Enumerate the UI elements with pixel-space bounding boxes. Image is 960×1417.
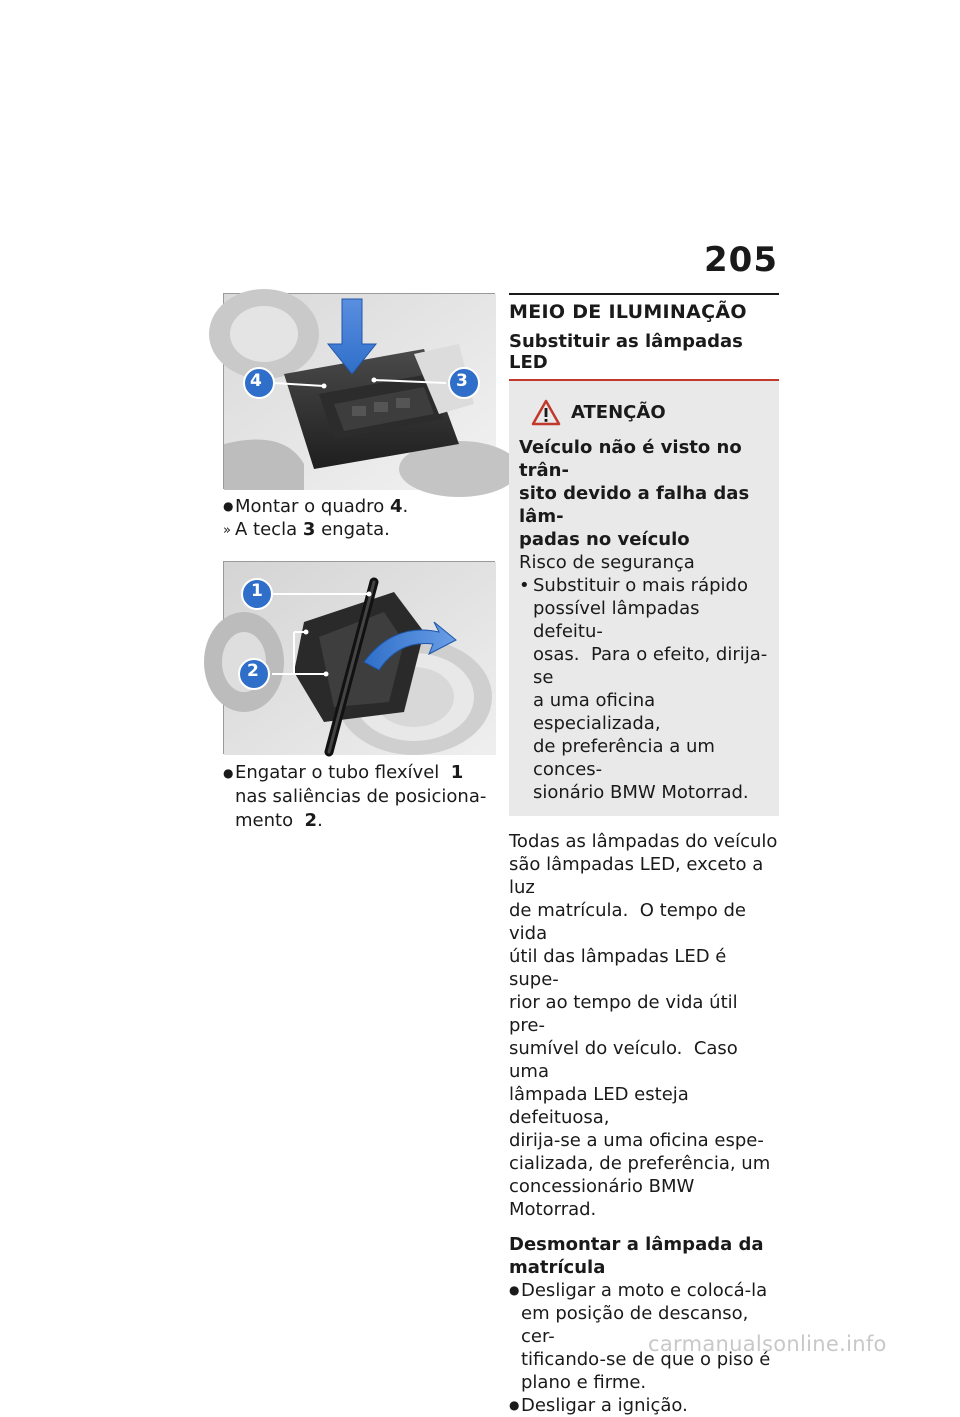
- photo-frame-mount: [224, 294, 496, 490]
- bullet-marker: ●: [509, 1283, 520, 1297]
- step-ref-1: 1: [450, 762, 464, 783]
- step-line-1: Engatar o tubo flexível: [235, 762, 446, 783]
- result-tail: engata.: [315, 519, 390, 540]
- warning-title: Veículo não é visto no trân- sito devido a falha das lâm- padas no veículo: [519, 437, 750, 550]
- figure-frame-mounting: [223, 293, 495, 489]
- callout-3: 3: [456, 371, 468, 391]
- result-text: A tecla: [235, 519, 303, 540]
- warning-header: [519, 399, 769, 426]
- step-engage-hose: [223, 761, 495, 833]
- body-paragraph: Todas as lâmpadas do veículo são lâmpadas LED, exceto a luz de matrícula. O tempo de vida útil das lâmpadas LED é supe- rior ao tempo de vida útil pre- sumível do veículo. Caso uma lâmpada LED esteja defeituosa, dirija-se a uma oficina espe- cializada, de preferência, um concessionário BMW Motorrad.: [509, 831, 778, 1220]
- result-ref: 3: [302, 519, 316, 540]
- callout-2: 2: [247, 661, 259, 681]
- step-text: Montar o quadro: [235, 496, 390, 517]
- left-column: [223, 293, 495, 833]
- step-tail: .: [402, 496, 409, 517]
- watermark: carmanualsonline.info: [648, 1332, 887, 1356]
- section-title: MEIO DE ILUMINAÇÃO: [509, 301, 747, 323]
- step-line-2: nas saliências de posiciona-: [235, 786, 487, 807]
- step-tail: .: [317, 810, 323, 831]
- warning-box: [509, 381, 779, 816]
- hose-steps: [223, 761, 495, 833]
- step-ref: 4: [389, 496, 403, 517]
- section-rule: [509, 293, 779, 295]
- removal-step-2: [509, 1394, 779, 1417]
- figure-frame-hose: [223, 561, 495, 754]
- right-column: [509, 293, 779, 1417]
- page-number: 205: [704, 240, 778, 280]
- callout-1: 1: [251, 581, 263, 601]
- bullet-marker: ●: [223, 766, 234, 780]
- step-line-3: mento: [235, 810, 299, 831]
- warning-risk: Risco de segurança: [519, 552, 695, 573]
- bullet-marker: ●: [509, 1398, 520, 1412]
- callout-4: 4: [250, 371, 262, 391]
- removal-heading: Desmontar a lâmpada da matrícula: [509, 1234, 764, 1278]
- section-subtitle: Substituir as lâmpadas LED: [509, 331, 779, 381]
- photo-hose-engage: [224, 562, 496, 755]
- result-marker: »: [223, 523, 231, 538]
- warning-triangle-icon: [531, 399, 561, 426]
- result-key-engages: [223, 518, 495, 541]
- bullet-marker: ●: [223, 499, 234, 513]
- removal-step-1: ● Desligar a moto e colocá-la em posição de descanso, cer- tificando-se de que o piso é plano e firme.: [509, 1280, 771, 1393]
- warning-label: ATENÇÃO: [571, 402, 666, 423]
- warning-action-item: • Substituir o mais rápido possível lâmpadas defeitu- osas. Para o efeito, dirija-se a uma oficina especializada, de preferência a um conces- sionário BMW Motorrad.: [519, 575, 768, 803]
- warning-actions: [519, 574, 769, 804]
- step-mount-frame: [223, 495, 495, 518]
- removal-step-2-text: Desligar a ignição.: [521, 1395, 688, 1416]
- bullet-marker: •: [519, 575, 530, 596]
- mount-steps: [223, 495, 495, 541]
- step-ref-2: 2: [304, 810, 318, 831]
